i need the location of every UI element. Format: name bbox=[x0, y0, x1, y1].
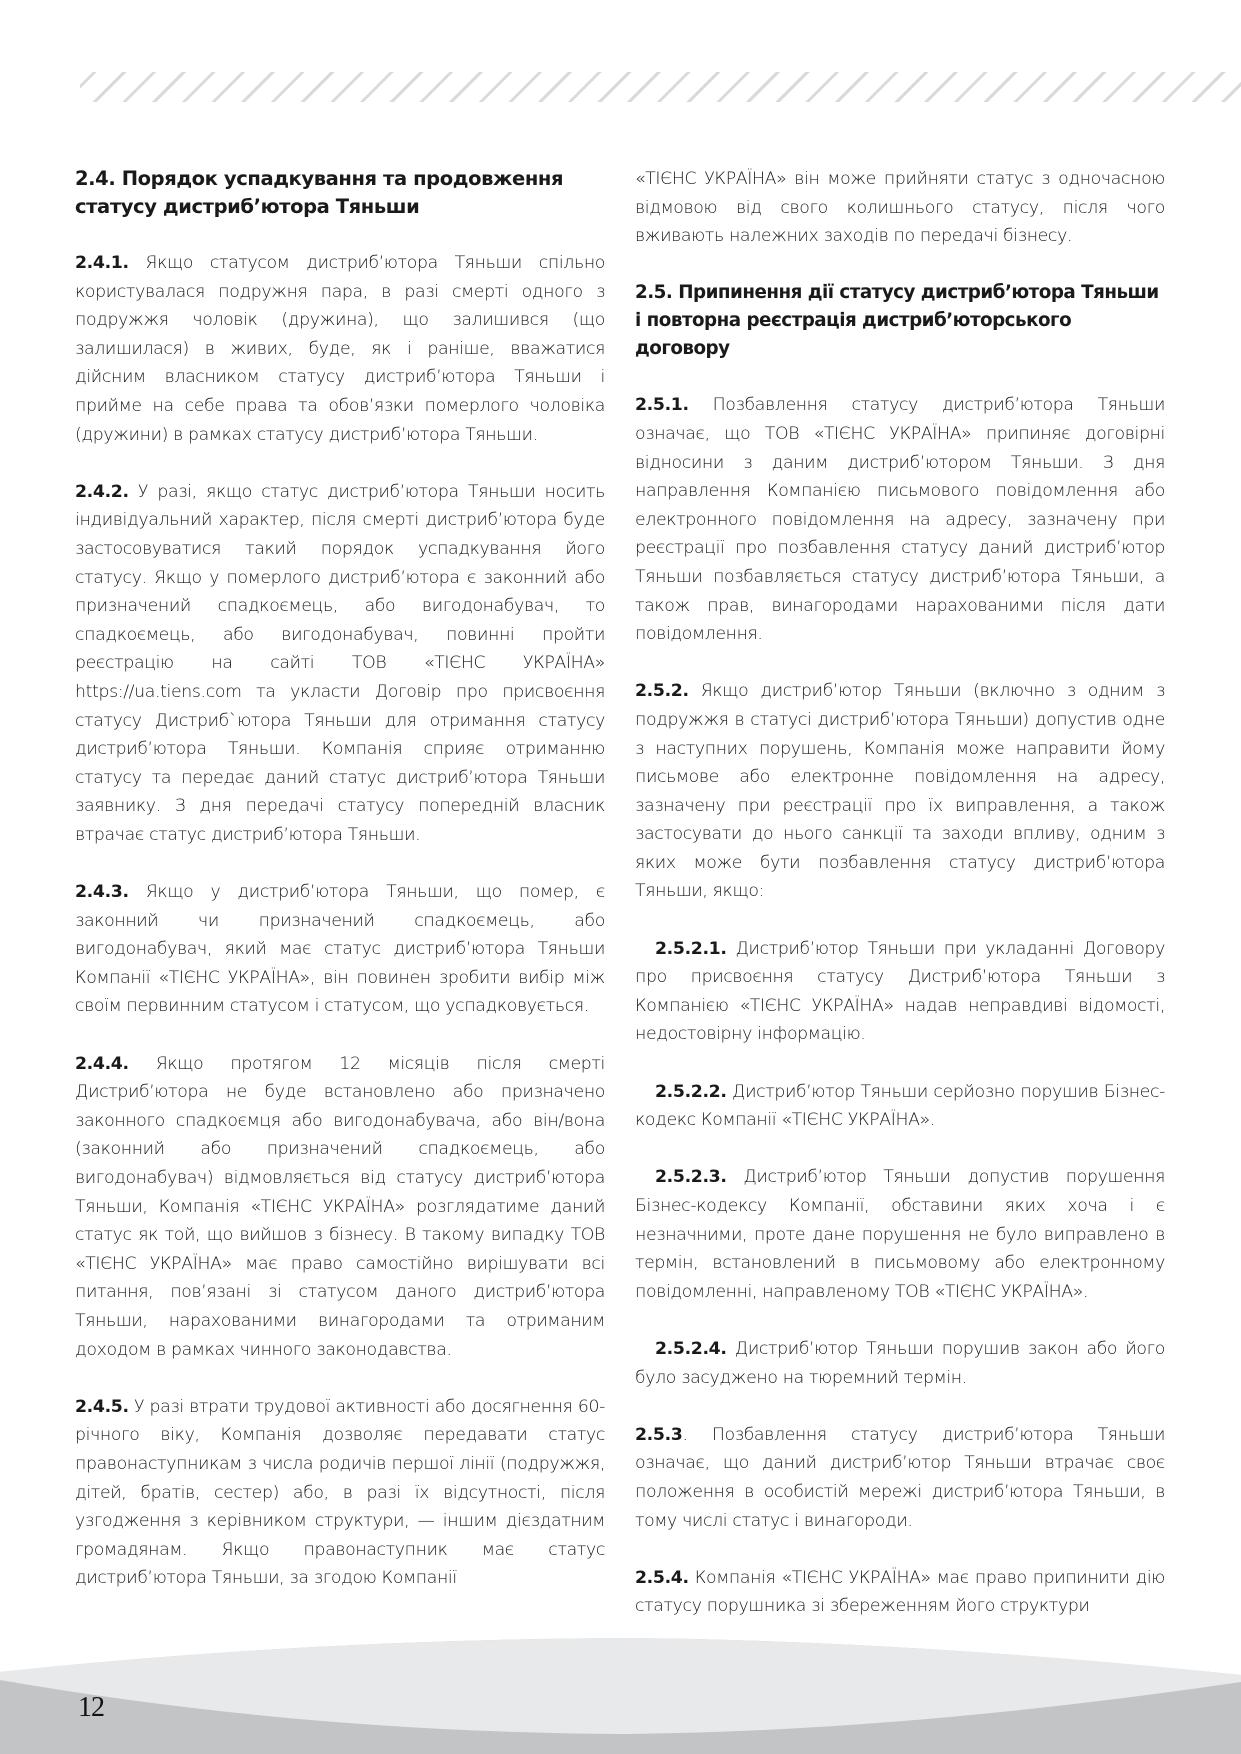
clause-text: У разі втрати трудової активності або досягнення 60-річного віку, Компанія дозволяє передавати статус правонаступникам з числа родичів першої лінії (подружжя, дітей, братів, сестер) або, в разі їх відсутності, після узгодження з керівником структури, — іншим дієздатним громадянам. Якщо правонаступник має статус дистриб’ютора Тяньши, за згодою Компанії bbox=[75, 1396, 605, 1589]
clause-number: 2.4.3. bbox=[75, 882, 129, 903]
decorative-hatch-band bbox=[80, 72, 1241, 102]
clause-text: Компанія «ТІЄНС УКРАЇНА» має право припинити дію статусу порушника зі збереженням його структури bbox=[635, 1567, 1165, 1617]
paragraph-2-4-5 bbox=[75, 1393, 605, 1593]
paragraph-2-5-1 bbox=[635, 391, 1165, 648]
clause-number: 2.4.1. bbox=[75, 253, 129, 273]
clause-number: 2.5.2.2. bbox=[655, 1081, 727, 1102]
clause-number: 2.5.2.4. bbox=[655, 1338, 727, 1359]
paragraph-2-5-4 bbox=[635, 1564, 1165, 1621]
paragraph-2-5-2-4 bbox=[635, 1335, 1165, 1392]
clause-text: Якщо протягом 12 місяців після смерті Дистриб’ютора не буде встановлено або призначено законного спадкоємця або вигодонабувача, або він/вона (законний або призначений спадкоємець, або вигодонабувач) відмовляється від статусу дистриб’ютора Тяньши, Компанія «ТІЄНС УКРАЇНА» розглядатиме даний статус як той, що вийшов з бізнесу. В такому випадку ТОВ «ТІЄНС УКРАЇНА» має право самостійно вирішувати всі питання, пов’язані зі статусом даного дистриб’ютора Тяньши, нарахованими винагородами та отриманим доходом в рамках чинного законодавства. bbox=[75, 1053, 605, 1360]
clause-number: 2.4.4. bbox=[75, 1053, 129, 1074]
page-number: 12 bbox=[78, 1692, 104, 1723]
page-footer bbox=[0, 1620, 1241, 1754]
right-column bbox=[635, 165, 1165, 1650]
paragraph-2-4-1 bbox=[75, 249, 605, 449]
paragraph-2-5-2 bbox=[635, 677, 1165, 906]
paragraph-2-4-3 bbox=[75, 878, 605, 1021]
clause-number: 2.4.2. bbox=[75, 481, 129, 502]
left-column bbox=[75, 165, 605, 1622]
paragraph-2-5-2-1 bbox=[635, 935, 1165, 1049]
clause-text: Якщо статусом дистриб’ютора Тяньши спільно користувалася подружня пара, в разі смерті одного з подружжя чоловік (дружина), що залишився (що залишилася) в живих, буде, як і раніше, вважатися дійсним власником статусу дистриб’ютора Тяньши і прийме на себе права та обов’язки померлого чоловіка (дружини) в рамках статусу дистриб’ютора Тяньши. bbox=[75, 253, 605, 445]
clause-text: У разі, якщо статус дистриб’ютора Тяньши носить індивідуальний характер, після смерті дистриб’ютора буде застосовуватися такий порядок успадкування його статусу. Якщо у померлого дистриб’ютора є законний або призначений спадкоємець, або вигодонабувач, то спадкоємець, або вигодонабувач, повинні пройти реєстрацію на сайті ТОВ «ТІЄНС УКРАЇНА» https://ua.tiens.com та укласти Договір про присвоєння статусу Дистриб`ютора Тяньши для отримання статусу дистриб’ютора Тяньши. Компанія сприяє отриманню статусу та передає даний статус дистриб’ютора Тяньши заявнику. З дня передачі статусу попередній власник втрачає статус дистриб’ютора Тяньши. bbox=[75, 481, 605, 845]
clause-text: Позбавлення статусу дистриб’ютора Тяньши означає, що ТОВ «ТІЄНС УКРАЇНА» припиняє договірні відносини з даним дистриб’ютором Тяньши. З дня направлення Компанією письмового повідомлення або електронного повідомлення на адресу, зазначену при реєстрації про позбавлення статусу даний дистриб’ютор Тяньши позбавляється статусу дистриб’ютора Тяньши, а також прав, винагородами нарахованими після дати повідомлення. bbox=[635, 395, 1165, 645]
clause-text: . Позбавлення статусу дистриб’ютора Тяньши означає, що даний дистриб’ютор Тяньши втрачає своє положення в особистій мережі дистриб’ютора Тяньши, в тому числі статус і винагороди. bbox=[635, 1424, 1165, 1531]
section-heading-2-5: 2.5. Припинення дії статусу дистриб’ютора Тяньши і повторна реєстрація дистриб’юторського договору bbox=[635, 282, 1159, 360]
clause-text: Дистриб’ютор Тяньши допустив порушення Бізнес-кодексу Компанії, обставини яких хоча і є незначними, проте дане порушення не було виправлено в термін, встановлений в письмовому або електронному повідомленні, направленому ТОВ «ТІЄНС УКРАЇНА». bbox=[635, 1167, 1165, 1302]
clause-text: Якщо дистриб’ютор Тяньши (включно з одним з подружжя в статусі дистриб’ютора Тяньши) допустив одне з наступних порушень, Компанія може направити йому письмове або електронне повідомлення на адресу, зазначену при реєстрації про їх виправлення, а також застосувати до нього санкції та заходи впливу, одним з яких може бути позбавлення статусу дистриб’ютора Тяньши, якщо: bbox=[635, 681, 1165, 902]
clause-number: 2.5.4. bbox=[635, 1567, 689, 1588]
paragraph-2-4-2 bbox=[75, 478, 605, 850]
clause-number: 2.5.3 bbox=[635, 1424, 683, 1445]
paragraph-2-4-4 bbox=[75, 1050, 605, 1365]
footer-wave-decoration bbox=[0, 1620, 1241, 1754]
paragraph-2-5-2-2 bbox=[635, 1078, 1165, 1135]
clause-number: 2.4.5. bbox=[75, 1396, 129, 1417]
paragraph-2-5-3 bbox=[635, 1421, 1165, 1535]
clause-number: 2.5.2.3. bbox=[655, 1167, 727, 1188]
clause-text: Дистриб’ютор Тяньши при укладанні Договору про присвоєння статусу Дистриб’ютора Тяньши з Компанією «ТІЄНС УКРАЇНА» надав неправдиві відомості, недостовірну інформацію. bbox=[635, 938, 1165, 1045]
clause-number: 2.5.2. bbox=[635, 681, 689, 702]
section-heading-2-4: 2.4. Порядок успадкування та продовження статусу дистриб’ютора Тяньши bbox=[75, 167, 564, 218]
clause-text: Дистриб’ютор Тяньши серйозно порушив Бізнес-кодекс Компанії «ТІЄНС УКРАЇНА». bbox=[635, 1081, 1165, 1131]
clause-number: 2.5.2.1. bbox=[655, 938, 727, 959]
clause-text: Якщо у дистриб’ютора Тяньши, що помер, є законний чи призначений спадкоємець, або вигодонабувач, який має статус дистриб’ютора Тяньши Компанії «ТІЄНС УКРАЇНА», він повинен зробити вибір між своїм первинним статусом і статусом, що успадковується. bbox=[75, 882, 605, 1017]
paragraph-continuation: «ТІЄНС УКРАЇНА» він може прийняти статус з одночасною відмовою від свого колишнього статусу, після чого вживають належних заходів по передачі бізнесу. bbox=[635, 169, 1165, 247]
clause-text: Дистриб’ютор Тяньши порушив закон або його було засуджено на тюремний термін. bbox=[635, 1338, 1165, 1388]
paragraph-2-5-2-3 bbox=[635, 1163, 1165, 1306]
clause-number: 2.5.1. bbox=[635, 395, 689, 416]
